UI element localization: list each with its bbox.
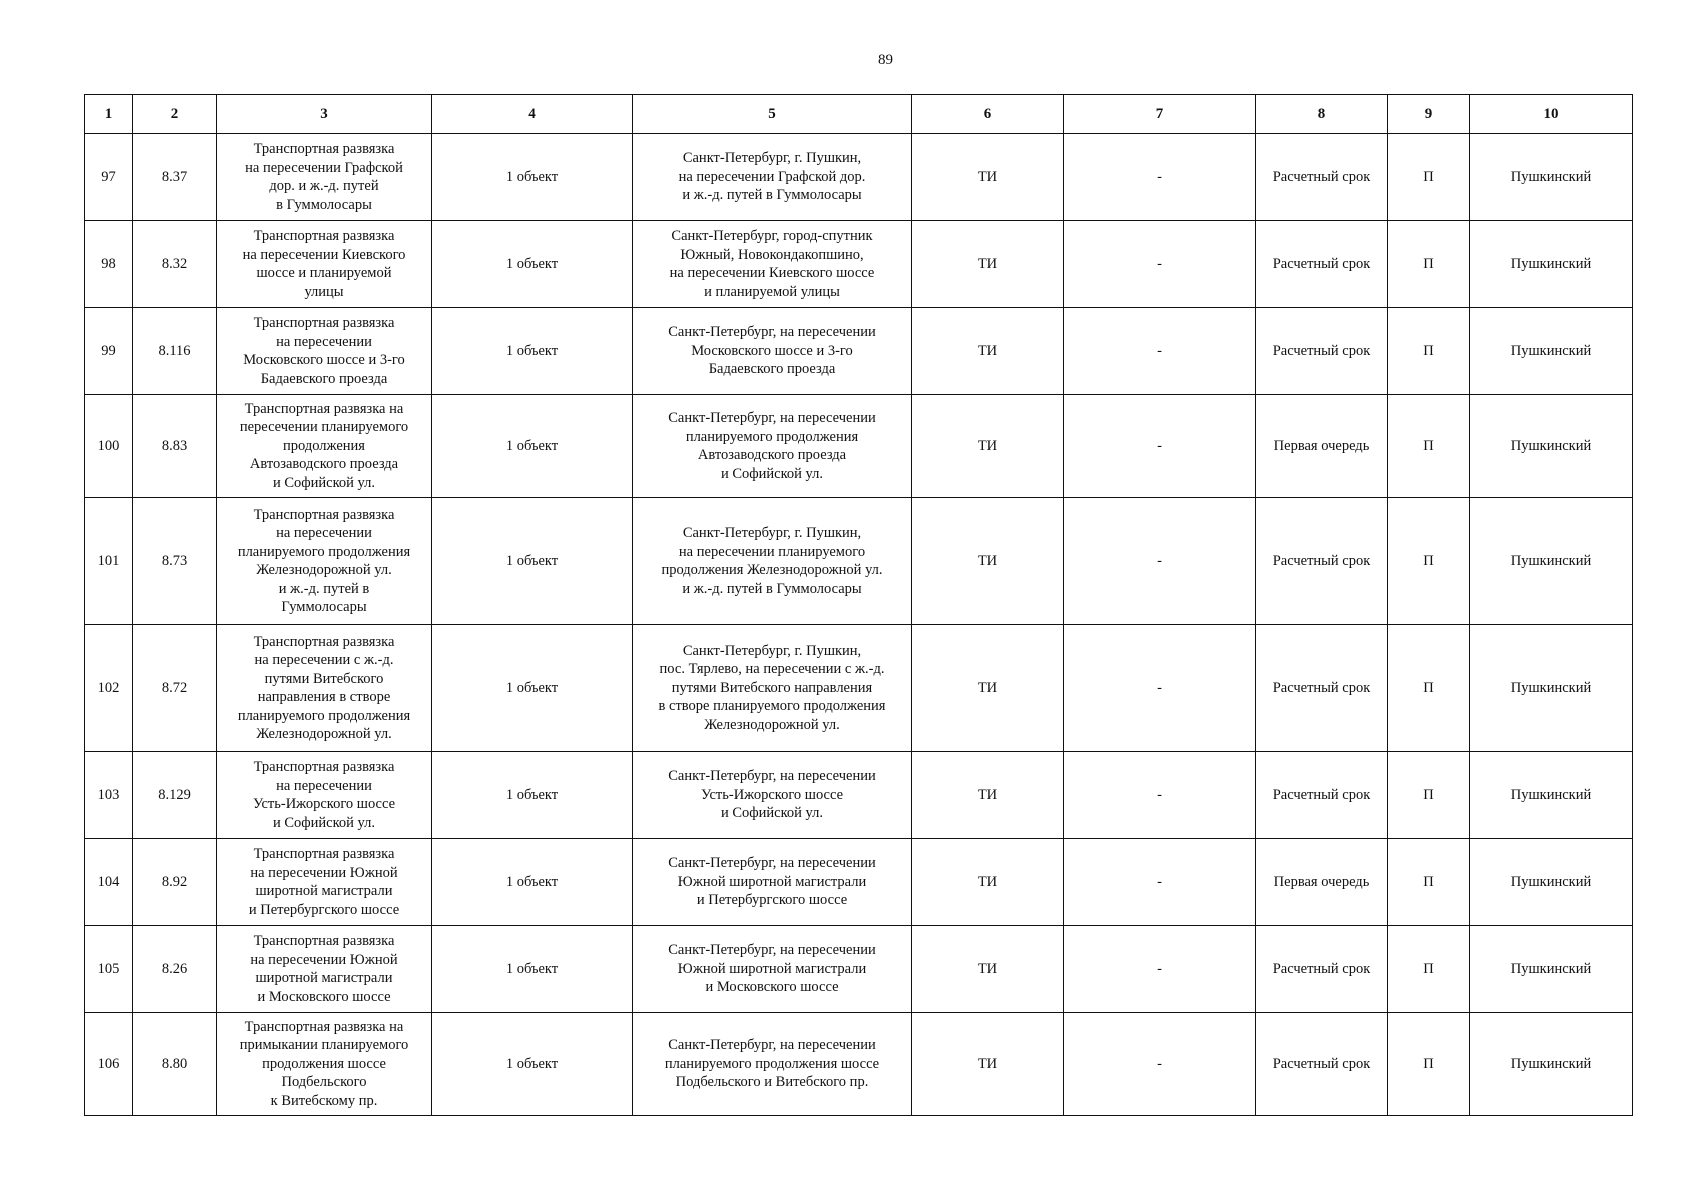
column-7-value: - <box>1064 1013 1256 1116</box>
implementation-term: Расчетный срок <box>1256 498 1388 625</box>
column-header: 8 <box>1256 95 1388 134</box>
object-name: Транспортная развязка на пересечении планируемого продолжения Железнодорожной ул. и ж.-д. путей в Гуммолосары <box>217 498 432 625</box>
row-number: 97 <box>85 134 133 221</box>
object-quantity: 1 объект <box>432 134 633 221</box>
object-location: Санкт-Петербург, на пересечении Южной широтной магистрали и Петербургского шоссе <box>633 839 912 926</box>
column-7-value: - <box>1064 625 1256 752</box>
object-status: П <box>1388 926 1470 1013</box>
implementation-term: Первая очередь <box>1256 395 1388 498</box>
district-name: Пушкинский <box>1470 395 1633 498</box>
table-row <box>85 308 1633 395</box>
object-name: Транспортная развязка на пересечении с ж.-д. путями Витебского направления в створе планируемого продолжения Железнодорожной ул. <box>217 625 432 752</box>
column-header: 10 <box>1470 95 1633 134</box>
column-header: 6 <box>912 95 1064 134</box>
district-name: Пушкинский <box>1470 308 1633 395</box>
row-code: 8.26 <box>133 926 217 1013</box>
row-code: 8.73 <box>133 498 217 625</box>
row-number: 103 <box>85 752 133 839</box>
district-name: Пушкинский <box>1470 839 1633 926</box>
column-7-value: - <box>1064 395 1256 498</box>
object-name: Транспортная развязка на пересечении Графской дор. и ж.-д. путей в Гуммолосары <box>217 134 432 221</box>
object-location: Санкт-Петербург, г. Пушкин, пос. Тярлево, на пересечении с ж.-д. путями Витебского направления в створе планируемого продолжения Железнодорожной ул. <box>633 625 912 752</box>
row-number: 101 <box>85 498 133 625</box>
object-type: ТИ <box>912 395 1064 498</box>
row-code: 8.129 <box>133 752 217 839</box>
column-header: 3 <box>217 95 432 134</box>
object-status: П <box>1388 134 1470 221</box>
row-code: 8.116 <box>133 308 217 395</box>
object-type: ТИ <box>912 134 1064 221</box>
table-row <box>85 926 1633 1013</box>
object-name: Транспортная развязка на пересечении Московского шоссе и 3-го Бадаевского проезда <box>217 308 432 395</box>
column-7-value: - <box>1064 221 1256 308</box>
district-name: Пушкинский <box>1470 498 1633 625</box>
row-number: 102 <box>85 625 133 752</box>
district-name: Пушкинский <box>1470 926 1633 1013</box>
table-row <box>85 625 1633 752</box>
object-quantity: 1 объект <box>432 752 633 839</box>
object-name: Транспортная развязка на пересечении Южной широтной магистрали и Московского шоссе <box>217 926 432 1013</box>
page-number: 89 <box>878 52 893 68</box>
object-type: ТИ <box>912 839 1064 926</box>
row-code: 8.80 <box>133 1013 217 1116</box>
implementation-term: Расчетный срок <box>1256 134 1388 221</box>
table-row <box>85 221 1633 308</box>
object-location: Санкт-Петербург, на пересечении планируемого продолжения Автозаводского проезда и Софийской ул. <box>633 395 912 498</box>
column-7-value: - <box>1064 308 1256 395</box>
implementation-term: Расчетный срок <box>1256 625 1388 752</box>
column-7-value: - <box>1064 926 1256 1013</box>
row-number: 99 <box>85 308 133 395</box>
object-type: ТИ <box>912 1013 1064 1116</box>
row-number: 106 <box>85 1013 133 1116</box>
district-name: Пушкинский <box>1470 134 1633 221</box>
object-quantity: 1 объект <box>432 839 633 926</box>
table-header-row <box>85 95 1633 134</box>
object-name: Транспортная развязка на пересечении Усть-Ижорского шоссе и Софийской ул. <box>217 752 432 839</box>
object-type: ТИ <box>912 221 1064 308</box>
objects-table <box>84 94 1633 1116</box>
object-location: Санкт-Петербург, г. Пушкин, на пересечении планируемого продолжения Железнодорожной ул. и ж.-д. путей в Гуммолосары <box>633 498 912 625</box>
implementation-term: Расчетный срок <box>1256 752 1388 839</box>
column-7-value: - <box>1064 752 1256 839</box>
object-status: П <box>1388 625 1470 752</box>
table-row <box>85 395 1633 498</box>
object-location: Санкт-Петербург, на пересечении Московского шоссе и 3-го Бадаевского проезда <box>633 308 912 395</box>
object-name: Транспортная развязка на пересечении планируемого продолжения Автозаводского проезда и Софийской ул. <box>217 395 432 498</box>
table-row <box>85 498 1633 625</box>
row-number: 104 <box>85 839 133 926</box>
object-location: Санкт-Петербург, г. Пушкин, на пересечении Графской дор. и ж.-д. путей в Гуммолосары <box>633 134 912 221</box>
object-type: ТИ <box>912 498 1064 625</box>
row-code: 8.72 <box>133 625 217 752</box>
district-name: Пушкинский <box>1470 752 1633 839</box>
object-location: Санкт-Петербург, город-спутник Южный, Новокондакопшино, на пересечении Киевского шоссе и планируемой улицы <box>633 221 912 308</box>
column-7-value: - <box>1064 134 1256 221</box>
object-status: П <box>1388 839 1470 926</box>
object-status: П <box>1388 308 1470 395</box>
object-location: Санкт-Петербург, на пересечении Усть-Ижорского шоссе и Софийской ул. <box>633 752 912 839</box>
object-status: П <box>1388 752 1470 839</box>
object-location: Санкт-Петербург, на пересечении Южной широтной магистрали и Московского шоссе <box>633 926 912 1013</box>
column-header: 4 <box>432 95 633 134</box>
column-7-value: - <box>1064 498 1256 625</box>
column-header: 7 <box>1064 95 1256 134</box>
object-type: ТИ <box>912 752 1064 839</box>
object-quantity: 1 объект <box>432 221 633 308</box>
object-type: ТИ <box>912 926 1064 1013</box>
column-header: 2 <box>133 95 217 134</box>
table-row <box>85 1013 1633 1116</box>
object-quantity: 1 объект <box>432 926 633 1013</box>
object-quantity: 1 объект <box>432 308 633 395</box>
object-type: ТИ <box>912 625 1064 752</box>
object-status: П <box>1388 498 1470 625</box>
implementation-term: Первая очередь <box>1256 839 1388 926</box>
row-number: 98 <box>85 221 133 308</box>
object-status: П <box>1388 395 1470 498</box>
column-header: 9 <box>1388 95 1470 134</box>
object-quantity: 1 объект <box>432 1013 633 1116</box>
column-7-value: - <box>1064 839 1256 926</box>
object-quantity: 1 объект <box>432 498 633 625</box>
object-status: П <box>1388 221 1470 308</box>
object-name: Транспортная развязка на примыкании планируемого продолжения шоссе Подбельского к Витебскому пр. <box>217 1013 432 1116</box>
district-name: Пушкинский <box>1470 221 1633 308</box>
column-header: 1 <box>85 95 133 134</box>
row-number: 100 <box>85 395 133 498</box>
district-name: Пушкинский <box>1470 1013 1633 1116</box>
row-code: 8.92 <box>133 839 217 926</box>
object-type: ТИ <box>912 308 1064 395</box>
object-quantity: 1 объект <box>432 395 633 498</box>
table-row <box>85 839 1633 926</box>
object-status: П <box>1388 1013 1470 1116</box>
table-row <box>85 134 1633 221</box>
implementation-term: Расчетный срок <box>1256 926 1388 1013</box>
object-name: Транспортная развязка на пересечении Южной широтной магистрали и Петербургского шоссе <box>217 839 432 926</box>
row-code: 8.37 <box>133 134 217 221</box>
row-code: 8.83 <box>133 395 217 498</box>
implementation-term: Расчетный срок <box>1256 308 1388 395</box>
column-header: 5 <box>633 95 912 134</box>
row-number: 105 <box>85 926 133 1013</box>
implementation-term: Расчетный срок <box>1256 221 1388 308</box>
row-code: 8.32 <box>133 221 217 308</box>
district-name: Пушкинский <box>1470 625 1633 752</box>
table-row <box>85 752 1633 839</box>
implementation-term: Расчетный срок <box>1256 1013 1388 1116</box>
object-quantity: 1 объект <box>432 625 633 752</box>
object-name: Транспортная развязка на пересечении Киевского шоссе и планируемой улицы <box>217 221 432 308</box>
object-location: Санкт-Петербург, на пересечении планируемого продолжения шоссе Подбельского и Витебского пр. <box>633 1013 912 1116</box>
